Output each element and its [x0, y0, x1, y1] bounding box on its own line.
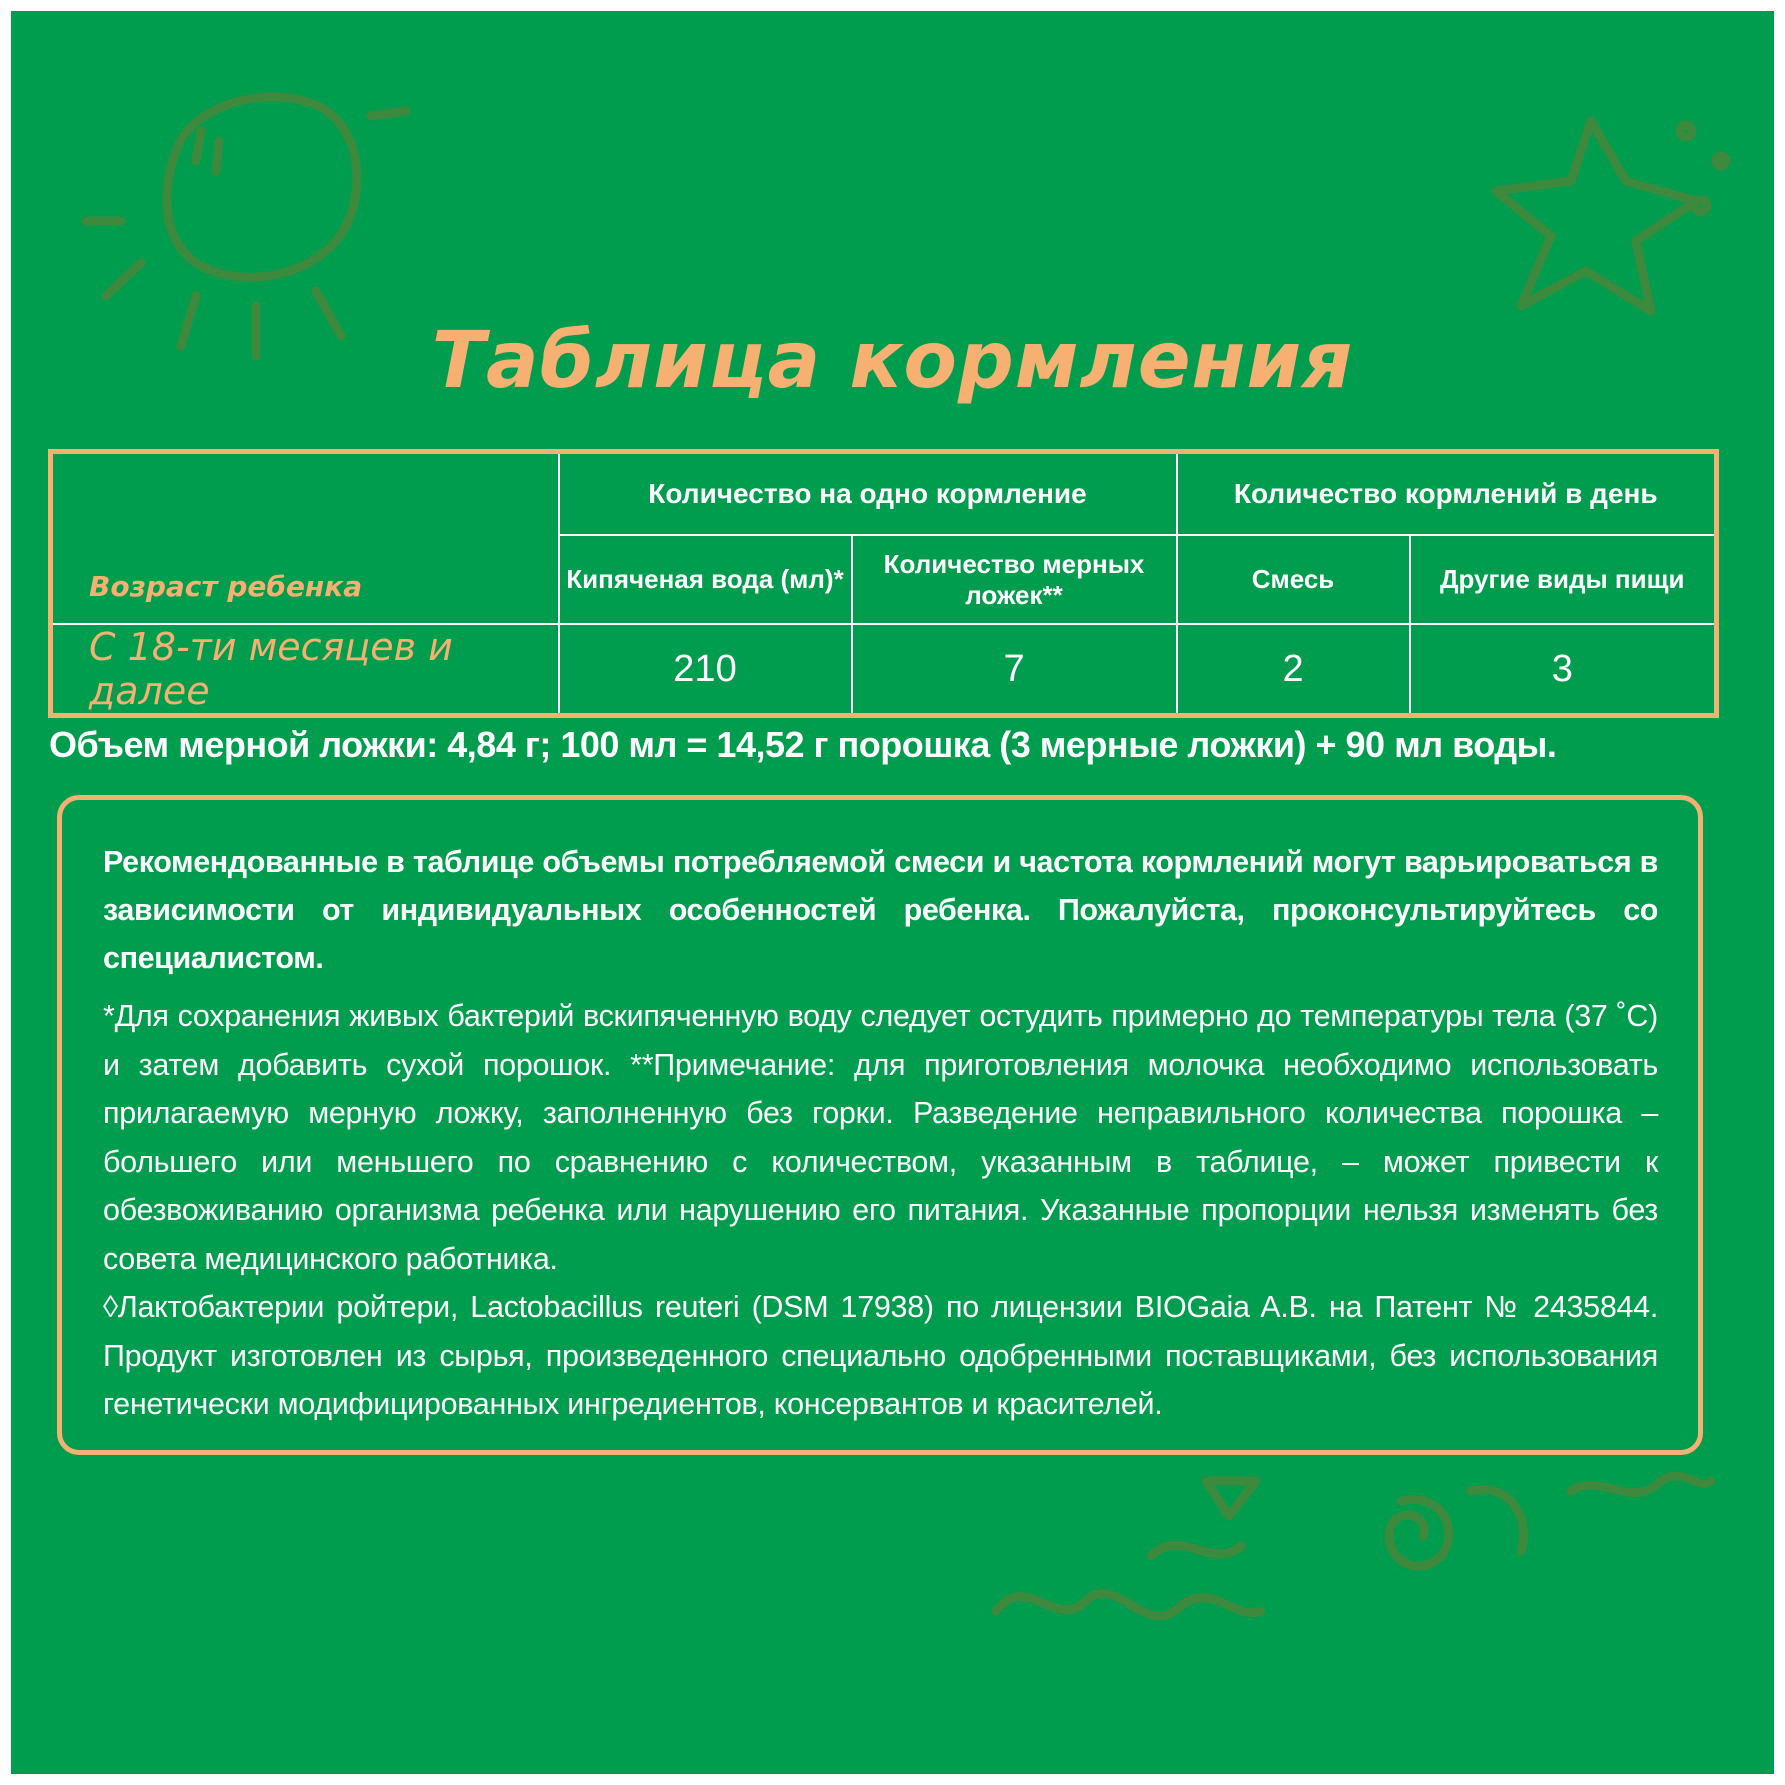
- bacteria-footnote: ◊Лактобактерии ройтери, Lactobacillus reuteri (DSM 17938) по лицензии BIOGaia A.B. на Патент № 2435844. Продукт изготовлен из сырья, произведенного специально одобренными поставщиками, без использования генетически модифицированных ингредиентов, консервантов и красителей.: [103, 1290, 1658, 1421]
- table-row: [51, 624, 1717, 716]
- formula-column-header: Смесь: [1177, 535, 1410, 624]
- squiggle-doodle-icon: [996, 1545, 1261, 1616]
- scoops-column-header: Количество мерных ложек**: [852, 535, 1177, 624]
- per-feeding-group-header: Количество на одно кормление: [559, 452, 1177, 536]
- age-cell: С 18-ти месяцев и далее: [51, 624, 559, 716]
- triangle-doodle-icon: [1206, 1481, 1256, 1516]
- recommendation-text: Рекомендованные в таблице объемы потребляемой смеси и частота кормлений могут варьироваться в зависимости от индивидуальных особенностей ребенка. Пожалуйста, проконсультируйтесь со специалистом.: [103, 845, 1658, 975]
- water-footnote: *Для сохранения живых бактерий вскипяченную воду следует остудить примерно до температуры тела (37 ˚С) и затем добавить сухой порошок. **Примечание: для приготовления молочка необходимо использовать прилагаемую мерную ложку, заполненную без горки. Разведение неправильного количества порошка – большего или меньшего по сравнению с количеством, указанным в таблице, – может привести к обезвоживанию организма ребенка или нарушению его питания. Указанные пропорции нельзя изменять без совета медицинского работника.: [103, 999, 1658, 1276]
- notes-box: [57, 795, 1703, 1455]
- star-doodle-icon: [1496, 121, 1726, 311]
- page-title: Таблица кормления: [431, 316, 1354, 406]
- age-column-header: Возраст ребенка: [51, 452, 559, 625]
- feeding-table: [48, 449, 1719, 718]
- other-food-column-header: Другие виды пищи: [1410, 535, 1717, 624]
- water-cell: 210: [559, 624, 852, 716]
- package-panel: [11, 11, 1774, 1774]
- spiral-doodle-icon: [1389, 1489, 1523, 1566]
- other-food-cell: 3: [1410, 624, 1717, 716]
- scoops-cell: 7: [852, 624, 1177, 716]
- per-day-group-header: Количество кормлений в день: [1177, 452, 1717, 536]
- water-column-header: Кипяченая вода (мл)*: [559, 535, 852, 624]
- scoop-measure-line: Объем мерной ложки: 4,84 г; 100 мл = 14,52 г порошка (3 мерные ложки) + 90 мл воды.: [49, 724, 1557, 765]
- table-header-row: [51, 452, 1717, 536]
- formula-cell: 2: [1177, 624, 1410, 716]
